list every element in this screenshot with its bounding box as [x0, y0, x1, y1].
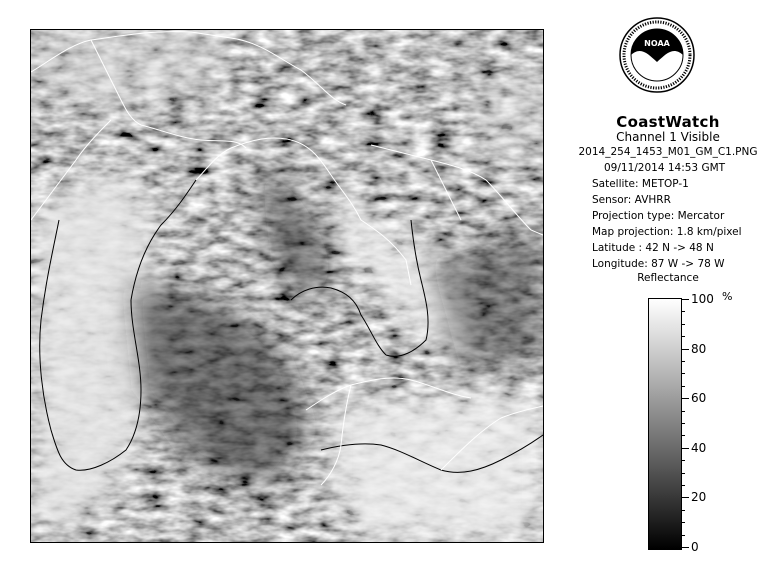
map-projection-label: Map projection: 1.8 km/pixel [592, 226, 742, 238]
sensor-label: Sensor: AVHRR [592, 194, 671, 206]
colorbar-minor-tick [681, 535, 685, 536]
colorbar-minor-tick [681, 522, 685, 523]
colorbar-minor-tick [681, 411, 685, 412]
legend-title: Reflectance [637, 272, 699, 284]
colorbar-minor-tick [681, 473, 685, 474]
colorbar-tick-label: 20 [691, 490, 707, 505]
colorbar-major-tick [681, 349, 689, 350]
map-svg [31, 30, 543, 542]
colorbar-minor-tick [681, 423, 685, 424]
colorbar-minor-tick [681, 324, 685, 325]
colorbar-minor-tick [681, 361, 685, 362]
colorbar-major-tick [681, 547, 689, 548]
acquisition-datetime: 09/11/2014 14:53 GMT [604, 162, 726, 174]
colorbar-tick-label: 40 [691, 440, 707, 455]
colorbar-minor-tick [681, 386, 685, 387]
colorbar-minor-tick [681, 336, 685, 337]
colorbar-minor-tick [681, 435, 685, 436]
colorbar-tick-label: 0 [691, 540, 699, 554]
satellite-image [30, 29, 544, 543]
reflectance-colorbar [648, 298, 682, 550]
colorbar-tick-label: 60 [691, 391, 707, 406]
noaa-logo-text: NOAA [644, 39, 670, 48]
image-filename: 2014_254_1453_M01_GM_C1.PNG [578, 146, 758, 158]
colorbar-major-tick [681, 448, 689, 449]
noaa-logo [618, 16, 696, 94]
legend-unit: % [722, 290, 733, 303]
colorbar-minor-tick [681, 460, 685, 461]
product-title: CoastWatch [616, 113, 720, 131]
satellite-label: Satellite: METOP-1 [592, 178, 689, 190]
latitude-label: Latitude : 42 N -> 48 N [592, 242, 714, 254]
product-subtitle: Channel 1 Visible [616, 130, 720, 144]
colorbar-tick-label: 80 [691, 341, 707, 356]
colorbar-major-tick [681, 398, 689, 399]
colorbar-major-tick [681, 299, 689, 300]
colorbar-major-tick [681, 497, 689, 498]
colorbar-minor-tick [681, 485, 685, 486]
colorbar-minor-tick [681, 373, 685, 374]
projection-type-label: Projection type: Mercator [592, 210, 725, 222]
colorbar-minor-tick [681, 510, 685, 511]
longitude-label: Longitude: 87 W -> 78 W [592, 258, 725, 270]
colorbar-minor-tick [681, 311, 685, 312]
colorbar-tick-label: 100 [691, 292, 714, 306]
